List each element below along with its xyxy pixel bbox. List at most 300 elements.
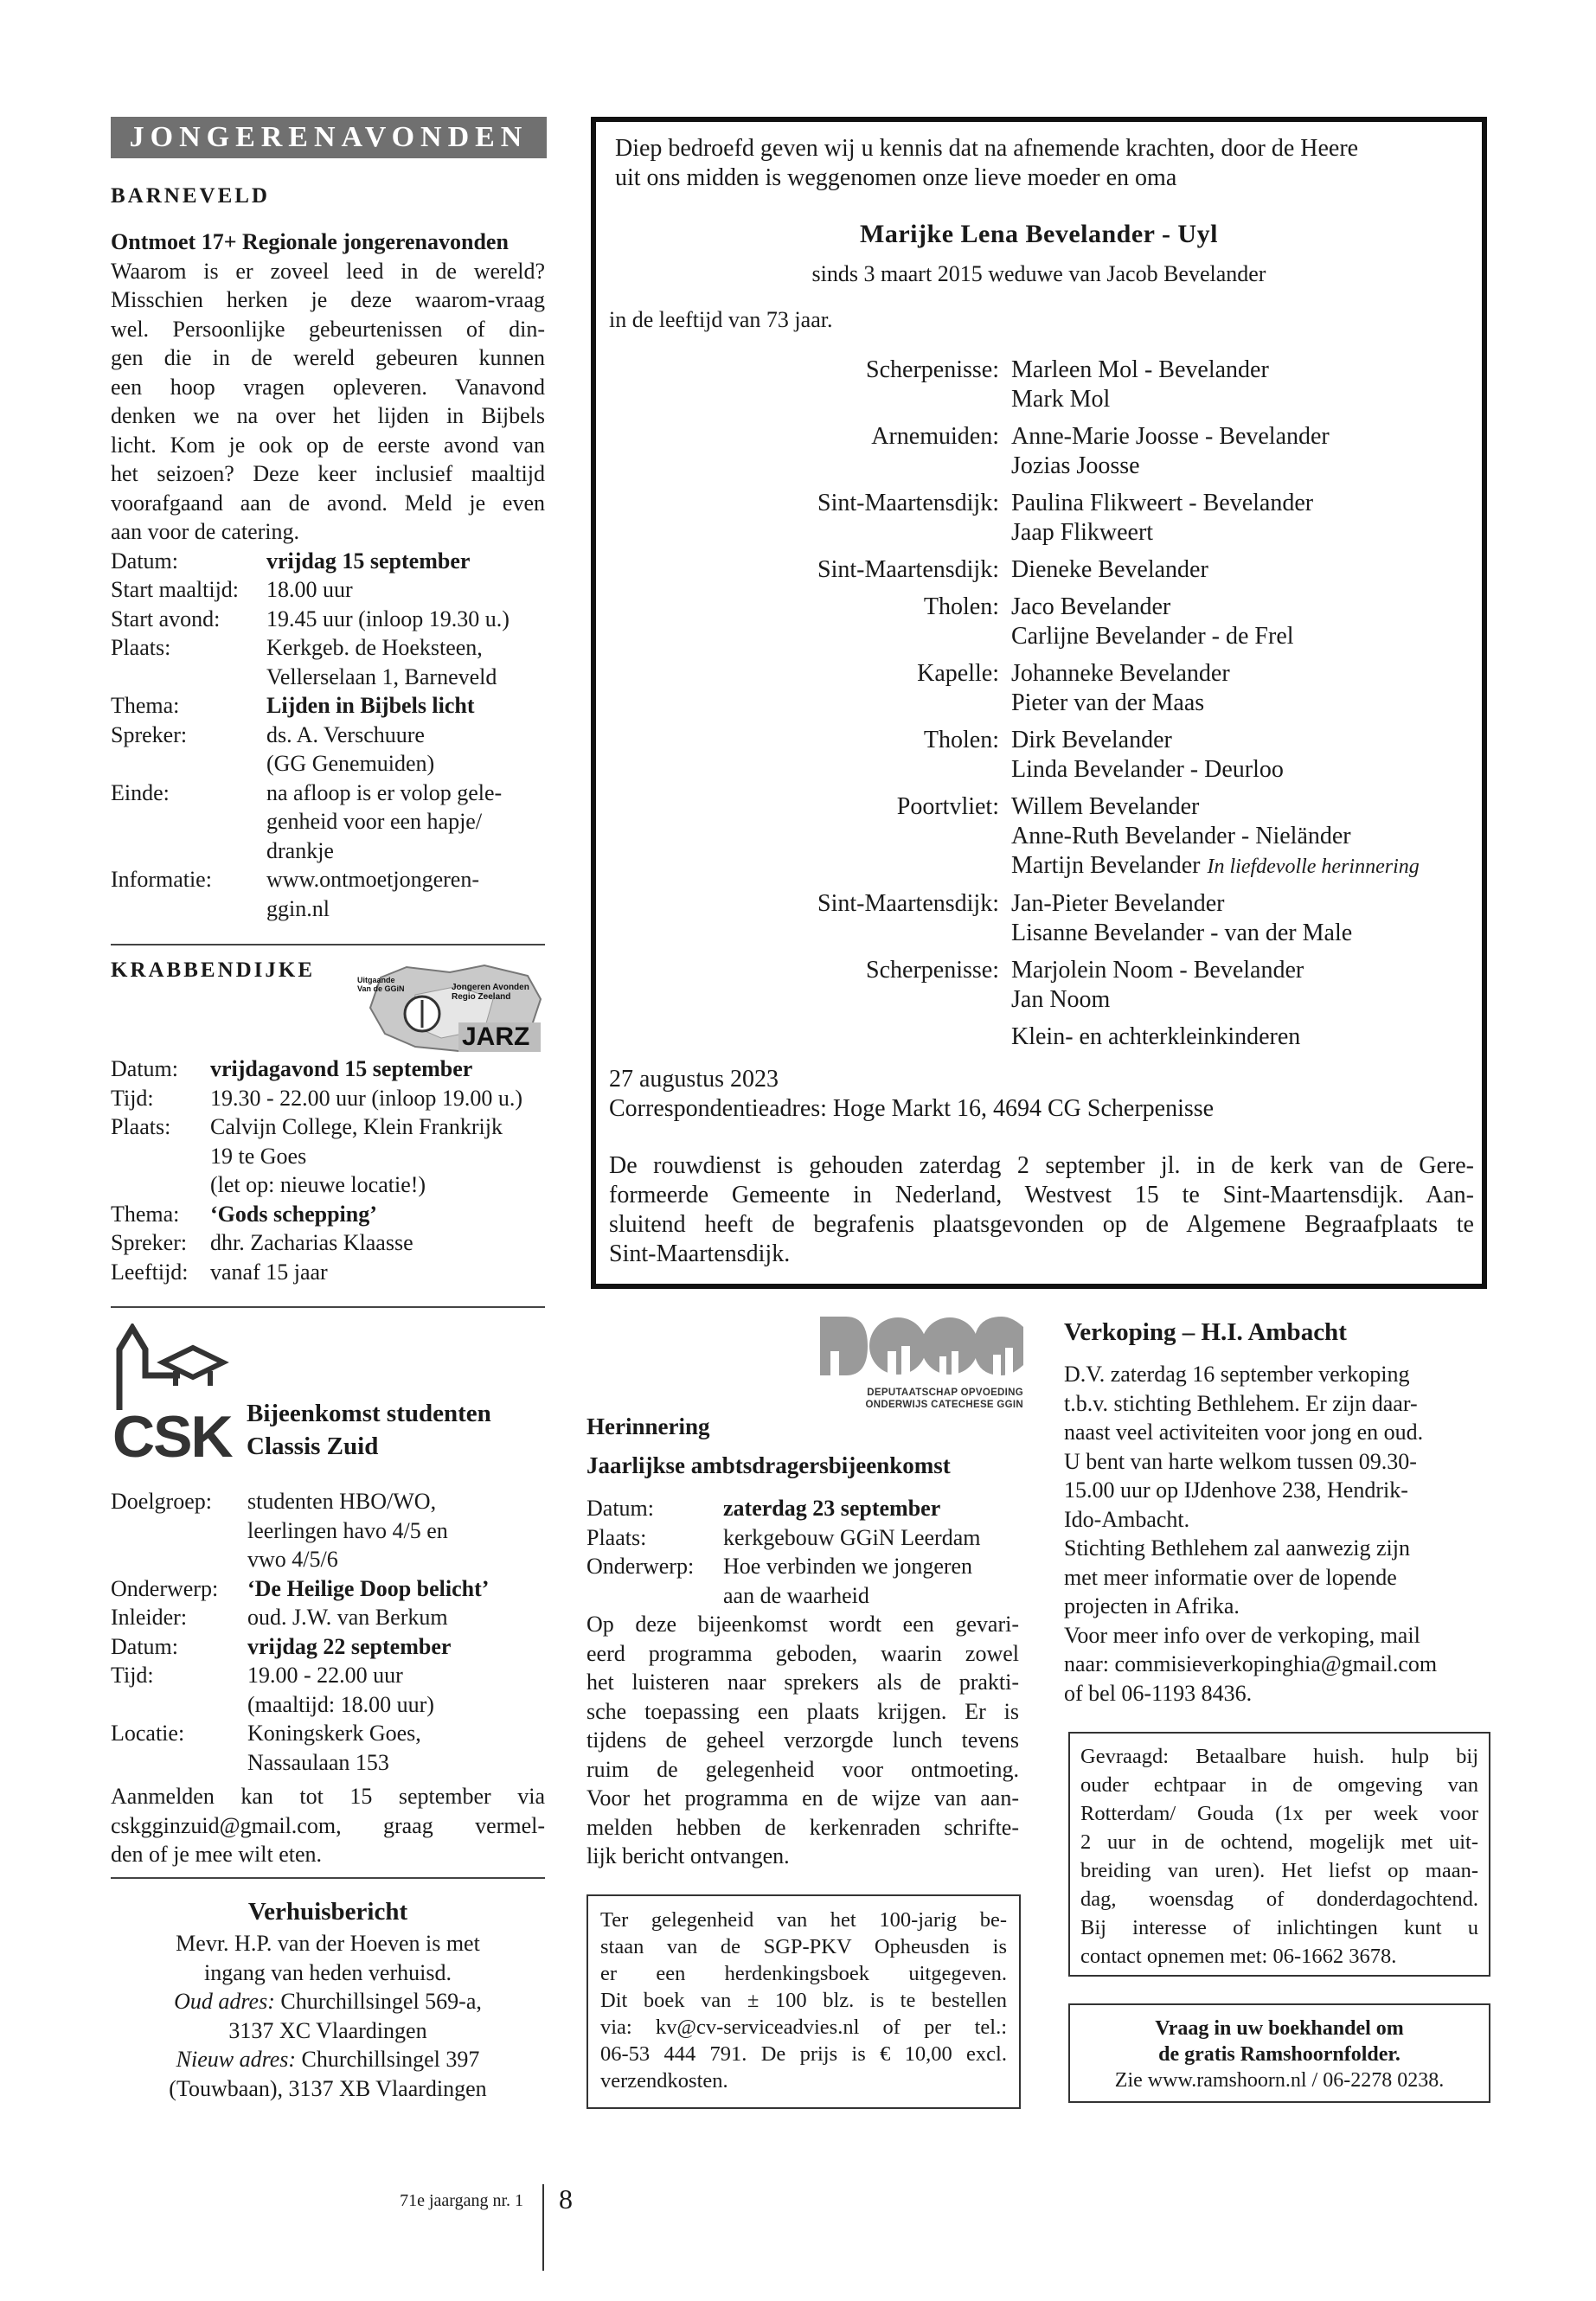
- text-line: Ter gelegenheid van het 100-jarig be-: [600, 1908, 1007, 1932]
- doc-logo-graphic: [820, 1317, 1023, 1375]
- notice-intro-line: uit ons midden is weggenomen onze lieve moeder en oma: [615, 164, 1177, 191]
- notice-family: [596, 356, 1482, 1060]
- notice-service: [609, 1151, 1474, 1269]
- family-place: Scherpenisse:: [866, 957, 999, 984]
- detail-label: Datum:: [586, 1496, 654, 1521]
- text-line: voorafgaand aan de avond. Meld je even: [111, 490, 545, 516]
- text-line: melden hebben de kerkenraden schrifte-: [586, 1814, 1019, 1840]
- family-name: [1011, 956, 1304, 985]
- krabbendijke-details: [111, 1054, 552, 1286]
- family-name-text: Jaco Bevelander: [1011, 593, 1171, 620]
- jarz-logo-right: Jongeren Avonden Regio Zeeland: [452, 983, 529, 1002]
- detail-value: [247, 1574, 545, 1604]
- detail-row: [111, 1228, 552, 1258]
- verkoping-title: Verkoping – H.I. Ambacht: [1064, 1318, 1347, 1346]
- detail-value: [210, 1258, 552, 1287]
- detail-row: [111, 1719, 545, 1777]
- notice-closing: [609, 1065, 1214, 1124]
- doc-logo: [820, 1317, 1023, 1410]
- text-line: t.b.v. stichting Bethlehem. Er zijn daar-: [1064, 1390, 1418, 1416]
- death-notice: [591, 117, 1487, 1289]
- family-name: [1011, 851, 1420, 881]
- doc-kicker: Herinnering: [586, 1413, 710, 1439]
- detail-value: [266, 633, 545, 691]
- detail-row: [111, 779, 545, 866]
- detail-row: [111, 1112, 552, 1200]
- detail-value-line: genheid voor een hapje/: [266, 809, 483, 834]
- boekhandel-line: de gratis Ramshoornfolder.: [1158, 2043, 1401, 2066]
- family-name: [1011, 792, 1420, 822]
- family-name-text: Anne-Marie Joosse - Bevelander: [1011, 423, 1330, 450]
- section-header-jongerenavonden: JONGERENAVONDEN: [111, 117, 547, 158]
- text-line: 06-53 444 791. De prijs is € 10,00 excl.: [600, 2042, 1007, 2066]
- family-name: [1011, 822, 1420, 851]
- detail-value-line: (GG Genemuiden): [266, 751, 435, 776]
- text-line: er een herdenkingsboek uitgegeven.: [600, 1962, 1007, 1985]
- notice-intro: [615, 134, 1471, 193]
- doc-logo-line: DEPUTAATSCHAP OPVOEDING: [867, 1388, 1023, 1398]
- notice-address: Correspondentieadres: Hoge Markt 16, 4694 CG Scherpenisse: [609, 1095, 1215, 1122]
- verhuis-line: 3137 XC Vlaardingen: [228, 2017, 427, 2043]
- family-name-text: Jan-Pieter Bevelander: [1011, 890, 1225, 917]
- detail-value-line: oud. J.W. van Berkum: [247, 1605, 448, 1630]
- verhuisbericht: [111, 1894, 545, 2103]
- verhuis-old-addr: Churchillsingel 569-a,: [280, 1989, 482, 2014]
- family-names: [1011, 356, 1269, 414]
- detail-value-line: drankje: [266, 837, 334, 863]
- text-line: dag, woensdag of donderdagochtend.: [1080, 1888, 1478, 1911]
- detail-value: [247, 1661, 545, 1719]
- family-place: Sint-Maartensdijk:: [817, 490, 999, 516]
- family-name-text: Johanneke Bevelander: [1011, 660, 1230, 687]
- family-row: [596, 555, 1482, 585]
- verkoping-text: [1064, 1360, 1494, 1708]
- detail-value-line: Lijden in Bijbels licht: [266, 693, 475, 718]
- boekhandel-line: Vraag in uw boekhandel om: [1155, 2017, 1404, 2040]
- detail-value-line: (maaltijd: 18.00 uur): [247, 1691, 434, 1717]
- family-name-text: Jan Noom: [1011, 986, 1111, 1013]
- sgp-text: [600, 1907, 1007, 2094]
- detail-row: [111, 1661, 545, 1719]
- detail-value-line: ds. A. Verschuure: [266, 721, 425, 747]
- detail-row: [111, 1084, 552, 1113]
- text-line: het seizoen? Deze keer inclusief maaltijd: [111, 461, 545, 486]
- detail-value: [247, 1719, 545, 1777]
- detail-label: Leeftijd:: [111, 1259, 189, 1285]
- family-row: [596, 726, 1482, 785]
- family-name: [1011, 689, 1230, 718]
- verhuis-line: Mevr. H.P. van der Hoeven is met: [176, 1931, 480, 1956]
- csk-title-line: Classis Zuid: [247, 1433, 379, 1460]
- divider: [111, 1877, 545, 1879]
- gevraagd-box: [1068, 1732, 1490, 1977]
- detail-row: [586, 1494, 1021, 1523]
- detail-value-line: 19.00 - 22.00 uur: [247, 1663, 403, 1688]
- csk-logo-text: CSK: [112, 1404, 232, 1470]
- family-row: [596, 792, 1482, 881]
- csk-logo-icon: [111, 1324, 240, 1414]
- verhuis-line: (Touwbaan), 3137 XB Vlaardingen: [169, 2075, 487, 2101]
- detail-label: Locatie:: [111, 1721, 185, 1746]
- detail-row: [111, 547, 545, 576]
- detail-value: [266, 721, 545, 779]
- detail-value-line: zaterdag 23 september: [723, 1496, 941, 1521]
- notice-widow: sinds 3 maart 2015 weduwe van Jacob Bevelander: [811, 261, 1266, 286]
- family-place: Scherpenisse:: [866, 356, 999, 383]
- family-names: [1011, 422, 1330, 481]
- verhuis-old-label: Oud adres:: [174, 1989, 275, 2014]
- family-row: [596, 593, 1482, 651]
- detail-value: [210, 1228, 552, 1258]
- family-name-text: Dieneke Bevelander: [1011, 556, 1208, 583]
- detail-label: Onderwerp:: [111, 1575, 219, 1601]
- text-line: staan van de SGP-PKV Opheusden is: [600, 1935, 1007, 1958]
- detail-label: Doelgroep:: [111, 1489, 212, 1514]
- detail-label: Datum:: [111, 1633, 178, 1659]
- detail-value-line: ggin.nl: [266, 895, 330, 921]
- family-row: [596, 1022, 1482, 1052]
- family-names: [1011, 889, 1352, 948]
- family-name-text: Marjolein Noom - Bevelander: [1011, 957, 1304, 984]
- family-name-text: Lisanne Bevelander - van der Male: [1011, 920, 1353, 946]
- family-name: [1011, 622, 1294, 651]
- text-line: wel. Persoonlijke gebeurtenissen of din-: [111, 316, 545, 342]
- detail-label: Datum:: [111, 1056, 178, 1081]
- text-line: ruim de gelegenheid voor ontmoeting.: [586, 1756, 1019, 1782]
- family-name: [1011, 385, 1269, 414]
- detail-row: [111, 633, 545, 691]
- detail-row: [111, 1632, 545, 1662]
- detail-value-line: Vellerselaan 1, Barneveld: [266, 663, 497, 689]
- text-line: licht. Kom je ook op de eerste avond van: [111, 432, 545, 458]
- text-line: het luisteren naar sprekers als de prakti-: [586, 1670, 1019, 1695]
- family-name: [1011, 659, 1230, 689]
- family-place: Poortvliet:: [896, 793, 999, 820]
- family-names: [1011, 792, 1420, 881]
- jarz-logo-mark: JARZ: [462, 1022, 530, 1051]
- notice-date: 27 augustus 2023: [609, 1066, 779, 1093]
- text-line: verzendkosten.: [600, 2069, 728, 2093]
- text-line: Misschien herken je deze waarom-vraag: [111, 287, 545, 312]
- detail-label: Einde:: [111, 779, 170, 805]
- family-name-text: Jozias Joosse: [1011, 452, 1140, 479]
- family-name-text: Klein- en achterkleinkinderen: [1011, 1023, 1301, 1050]
- doc-logo-line: ONDERWIJS CATECHESE GGIN: [865, 1400, 1023, 1410]
- detail-row: [111, 605, 545, 634]
- text-line: Rotterdam/ Gouda (1x per week voor: [1080, 1802, 1478, 1825]
- detail-label: Start maaltijd:: [111, 577, 240, 602]
- detail-value-line: www.ontmoetjongeren-: [266, 867, 479, 892]
- detail-value-line: Hoe verbinden we jongeren: [723, 1554, 973, 1579]
- family-name-text: Carlijne Bevelander - de Frel: [1011, 623, 1294, 650]
- doc-body: [586, 1610, 1019, 1871]
- verhuis-old: [111, 1987, 545, 2016]
- text-line: Aanmelden kan tot 15 september via: [111, 1784, 545, 1809]
- detail-value-line: leerlingen havo 4/5 en: [247, 1517, 448, 1543]
- text-line: ouder echtpaar in de omgeving van: [1080, 1773, 1478, 1797]
- detail-label: Datum:: [111, 548, 178, 574]
- text-line: Stichting Bethlehem zal aanwezig zijn: [1064, 1535, 1410, 1561]
- text-line: lijk bericht ontvangen.: [586, 1843, 790, 1868]
- family-row: [596, 659, 1482, 718]
- verhuis-new-addr: Churchillsingel 397: [301, 2047, 480, 2072]
- text-line: eerd programma geboden, waarin zowel: [586, 1640, 1019, 1666]
- csk-title-line: Bijeenkomst studenten: [247, 1400, 491, 1427]
- text-line: Waarom is er zoveel leed in de wereld?: [111, 258, 545, 284]
- text-line: formeerde Gemeente in Nederland, Westvest 15 te Sint-Maartensdijk. Aan-: [609, 1182, 1474, 1208]
- family-name: [1011, 1022, 1300, 1052]
- family-name-text: Paulina Flikweert - Bevelander: [1011, 490, 1314, 516]
- detail-value: [723, 1494, 1021, 1523]
- detail-label: Spreker:: [111, 721, 188, 747]
- family-place: Tholen:: [923, 727, 999, 753]
- notice-age: in de leeftijd van 73 jaar.: [609, 307, 833, 332]
- divider: [111, 1306, 545, 1308]
- detail-label: Plaats:: [586, 1524, 647, 1550]
- family-name-text: Willem Bevelander: [1011, 793, 1200, 820]
- footer-volume: 71e jaargang nr. 1: [400, 2191, 523, 2210]
- detail-row: [111, 691, 545, 721]
- family-place: Arnemuiden:: [871, 423, 999, 450]
- detail-value-line: studenten HBO/WO,: [247, 1489, 437, 1514]
- heading-krabbendijke: KRABBENDIJKE: [111, 958, 316, 982]
- detail-value: [266, 865, 545, 923]
- detail-row: [111, 1258, 552, 1287]
- detail-value: [266, 547, 545, 576]
- barneveld-lead: Ontmoet 17+ Regionale jongerenavonden: [111, 229, 509, 254]
- detail-value-line: vanaf 15 jaar: [210, 1259, 328, 1285]
- detail-row: [111, 1487, 545, 1574]
- family-name: [1011, 593, 1294, 622]
- detail-value: [266, 779, 545, 866]
- detail-value-line: Calvijn College, Klein Frankrijk: [210, 1114, 503, 1139]
- detail-value-line: (let op: nieuwe locatie!): [210, 1172, 426, 1197]
- detail-value-line: vrijdagavond 15 september: [210, 1056, 473, 1081]
- notice-name: Marijke Lena Bevelander - Uyl: [860, 220, 1218, 248]
- text-line: Gevraagd: Betaalbare huish. hulp bij: [1080, 1745, 1478, 1768]
- boekhandel-box: [1068, 2003, 1490, 2103]
- detail-value: [266, 575, 545, 605]
- family-place: Sint-Maartensdijk:: [817, 890, 999, 917]
- detail-label: Plaats:: [111, 1114, 171, 1139]
- text-line: sluitend heeft de begrafenis plaatsgevonden op de Algemene Begraafplaats te: [609, 1211, 1474, 1238]
- text-line: 2 uur in de ochtend, mogelijk met uit-: [1080, 1830, 1478, 1854]
- detail-value: [266, 605, 545, 634]
- detail-value: [247, 1487, 545, 1574]
- footer-divider: [542, 2184, 544, 2271]
- detail-row: [111, 1200, 552, 1229]
- family-place: Tholen:: [923, 593, 999, 620]
- jarz-logo: [355, 960, 549, 1060]
- verhuis-line: ingang van heden verhuisd.: [204, 1959, 452, 1985]
- detail-value-line: 19.30 - 22.00 uur (inloop 19.00 u.): [210, 1085, 523, 1111]
- text-line: tijdens de geheel verzorgde lunch tevens: [586, 1727, 1019, 1753]
- text-line: D.V. zaterdag 16 september verkoping: [1064, 1362, 1410, 1387]
- text-line: aan voor de catering.: [111, 519, 300, 544]
- detail-row: [111, 1574, 545, 1604]
- detail-row: [586, 1523, 1021, 1553]
- text-line: via: kv@cv-serviceadvies.nl of per tel.:: [600, 2016, 1007, 2039]
- detail-label: Spreker:: [111, 1230, 188, 1255]
- family-row: [596, 889, 1482, 948]
- text-line: naast veel activiteiten voor jong en oud.: [1064, 1420, 1424, 1445]
- detail-value: [210, 1112, 552, 1200]
- text-line: Ido-Ambacht.: [1064, 1506, 1190, 1532]
- family-names: [1011, 726, 1284, 785]
- detail-value-line: dhr. Zacharias Klaasse: [210, 1230, 413, 1255]
- family-name: [1011, 985, 1304, 1015]
- family-place: [596, 1022, 1011, 1052]
- text-line: Bij interesse of inlichtingen kunt u: [1080, 1916, 1478, 1939]
- detail-value-line: ‘De Heilige Doop belicht’: [247, 1575, 490, 1601]
- family-names: [1011, 593, 1294, 651]
- family-name-text: Anne-Ruth Bevelander - Nieländer: [1011, 823, 1351, 849]
- detail-value: [723, 1523, 1021, 1553]
- detail-value: [210, 1200, 552, 1229]
- text-line: Sint-Maartensdijk.: [609, 1240, 791, 1267]
- family-names: [1011, 1022, 1300, 1052]
- verhuis-new: [111, 2045, 545, 2074]
- detail-label: Tijd:: [111, 1663, 154, 1688]
- detail-label: Onderwerp:: [586, 1554, 695, 1579]
- csk-logo: [111, 1324, 240, 1470]
- family-row: [596, 422, 1482, 481]
- text-line: projecten in Afrika.: [1064, 1593, 1240, 1618]
- csk-details: [111, 1487, 545, 1777]
- family-names: [1011, 956, 1304, 1015]
- detail-label: Inleider:: [111, 1605, 188, 1630]
- family-names: [1011, 659, 1230, 718]
- jarz-logo-top: Uitgaande Van de GGiN: [357, 976, 405, 993]
- text-line: De rouwdienst is gehouden zaterdag 2 september jl. in de kerk van de Gere-: [609, 1152, 1474, 1179]
- detail-label: Plaats:: [111, 635, 171, 660]
- detail-label: Start avond:: [111, 606, 221, 631]
- divider: [111, 944, 545, 945]
- detail-value: [266, 691, 545, 721]
- text-line: met meer informatie over de lopende: [1064, 1564, 1397, 1590]
- detail-row: [111, 575, 545, 605]
- family-name: [1011, 889, 1352, 919]
- family-name: [1011, 518, 1313, 548]
- family-place: Kapelle:: [917, 660, 999, 687]
- text-line: Dit boek van ± 100 blz. is te bestellen: [600, 1989, 1007, 2012]
- doc-title: Jaarlijkse ambtsdragersbijeenkomst: [586, 1452, 951, 1478]
- family-name-text: Jaap Flikweert: [1011, 519, 1154, 546]
- notice-intro-line: Diep bedroefd geven wij u kennis dat na afnemende krachten, door de Heere: [615, 135, 1359, 162]
- family-name: [1011, 726, 1284, 755]
- detail-value: [247, 1632, 545, 1662]
- detail-row: [111, 1054, 552, 1084]
- gevraagd-text: [1080, 1742, 1478, 1971]
- family-name-text: Dirk Bevelander: [1011, 727, 1172, 753]
- detail-row: [111, 865, 545, 923]
- family-name: [1011, 919, 1352, 948]
- detail-row: [111, 1603, 545, 1632]
- detail-row: [586, 1552, 1021, 1610]
- text-line: cskgginzuid@gmail.com, graag vermel-: [111, 1812, 545, 1838]
- barneveld-article: [111, 228, 545, 923]
- csk-title: [247, 1397, 491, 1463]
- family-name: [1011, 555, 1208, 585]
- text-line: U bent van harte welkom tussen 09.30-: [1064, 1448, 1417, 1474]
- csk-footer: [111, 1782, 545, 1869]
- detail-label: Informatie:: [111, 867, 212, 892]
- text-line: breiding van uren). Het liefst op maan-: [1080, 1859, 1478, 1882]
- text-line: gen die in de wereld gebeuren kunnen: [111, 345, 545, 370]
- family-names: [1011, 555, 1208, 585]
- detail-value-line: Kerkgeb. de Hoeksteen,: [266, 635, 483, 660]
- sgp-box: [586, 1894, 1021, 2109]
- heading-barneveld: BARNEVELD: [111, 184, 270, 208]
- detail-label: Tijd:: [111, 1085, 154, 1111]
- detail-value: [247, 1603, 545, 1632]
- family-row: [596, 956, 1482, 1015]
- detail-value-line: ‘Gods schepping’: [210, 1201, 377, 1227]
- verhuis-new-label: Nieuw adres:: [176, 2047, 297, 2072]
- family-name-text: Pieter van der Maas: [1011, 689, 1205, 716]
- footer-page-number: 8: [559, 2183, 573, 2214]
- text-line: of bel 06-1193 8436.: [1064, 1680, 1253, 1706]
- family-name: [1011, 452, 1330, 481]
- family-name: [1011, 755, 1284, 785]
- detail-value-line: 19.45 uur (inloop 19.30 u.): [266, 606, 510, 631]
- family-row: [596, 356, 1482, 414]
- text-line: 15.00 uur op IJdenhove 238, Hendrik-: [1064, 1477, 1408, 1503]
- family-name: [1011, 422, 1330, 452]
- family-place: Sint-Maartensdijk:: [817, 556, 999, 583]
- detail-value: [723, 1552, 1021, 1610]
- text-line: Voor het programma en de wijze van aan-: [586, 1785, 1019, 1811]
- boekhandel-line: Zie www.ramshoorn.nl / 06-2278 0238.: [1114, 2069, 1445, 2092]
- text-line: Op deze bijeenkomst wordt een gevari-: [586, 1612, 1019, 1637]
- detail-value-line: vrijdag 15 september: [266, 548, 471, 574]
- family-names: [1011, 489, 1313, 548]
- text-line: naar: commisieverkopinghia@gmail.com: [1064, 1651, 1438, 1676]
- detail-label: Thema:: [111, 1201, 180, 1227]
- detail-value: [210, 1084, 552, 1113]
- detail-value-line: kerkgebouw GGiN Leerdam: [723, 1524, 981, 1550]
- family-name-text: Marleen Mol - Bevelander: [1011, 356, 1269, 383]
- detail-value-line: 18.00 uur: [266, 577, 353, 602]
- detail-value-line: vrijdag 22 september: [247, 1633, 452, 1659]
- detail-label: Thema:: [111, 693, 180, 718]
- text-line: den of je mee wilt eten.: [111, 1842, 323, 1867]
- text-line: een hoop vragen opleveren. Vanavond: [111, 374, 545, 400]
- family-row: [596, 489, 1482, 548]
- text-line: Voor meer info over de verkoping, mail: [1064, 1622, 1420, 1648]
- detail-value-line: Koningskerk Goes,: [247, 1721, 421, 1746]
- barneveld-body: [111, 257, 545, 547]
- detail-value-line: aan de waarheid: [723, 1582, 869, 1608]
- detail-value: [210, 1054, 552, 1084]
- family-name: [1011, 356, 1269, 385]
- family-name-text: Linda Bevelander - Deurloo: [1011, 756, 1284, 783]
- text-line: contact opnemen met: 06-1662 3678.: [1080, 1945, 1397, 1968]
- text-line: denken we na over het lijden in Bijbels: [111, 403, 545, 428]
- family-name-text: Mark Mol: [1011, 386, 1111, 413]
- family-name: [1011, 489, 1313, 518]
- doc-details: [586, 1494, 1021, 1610]
- family-memory: In liefdevolle herinnering: [1207, 856, 1420, 878]
- detail-value-line: Nassaulaan 153: [247, 1749, 389, 1775]
- detail-row: [111, 721, 545, 779]
- detail-value-line: vwo 4/5/6: [247, 1547, 338, 1572]
- barneveld-details: [111, 547, 545, 924]
- detail-value-line: 19 te Goes: [210, 1143, 307, 1169]
- text-line: sche toepassing een plaats krijgen. Er is: [586, 1698, 1019, 1724]
- verhuis-title: Verhuisbericht: [247, 1898, 408, 1926]
- family-name-text: Martijn Bevelander: [1011, 852, 1201, 879]
